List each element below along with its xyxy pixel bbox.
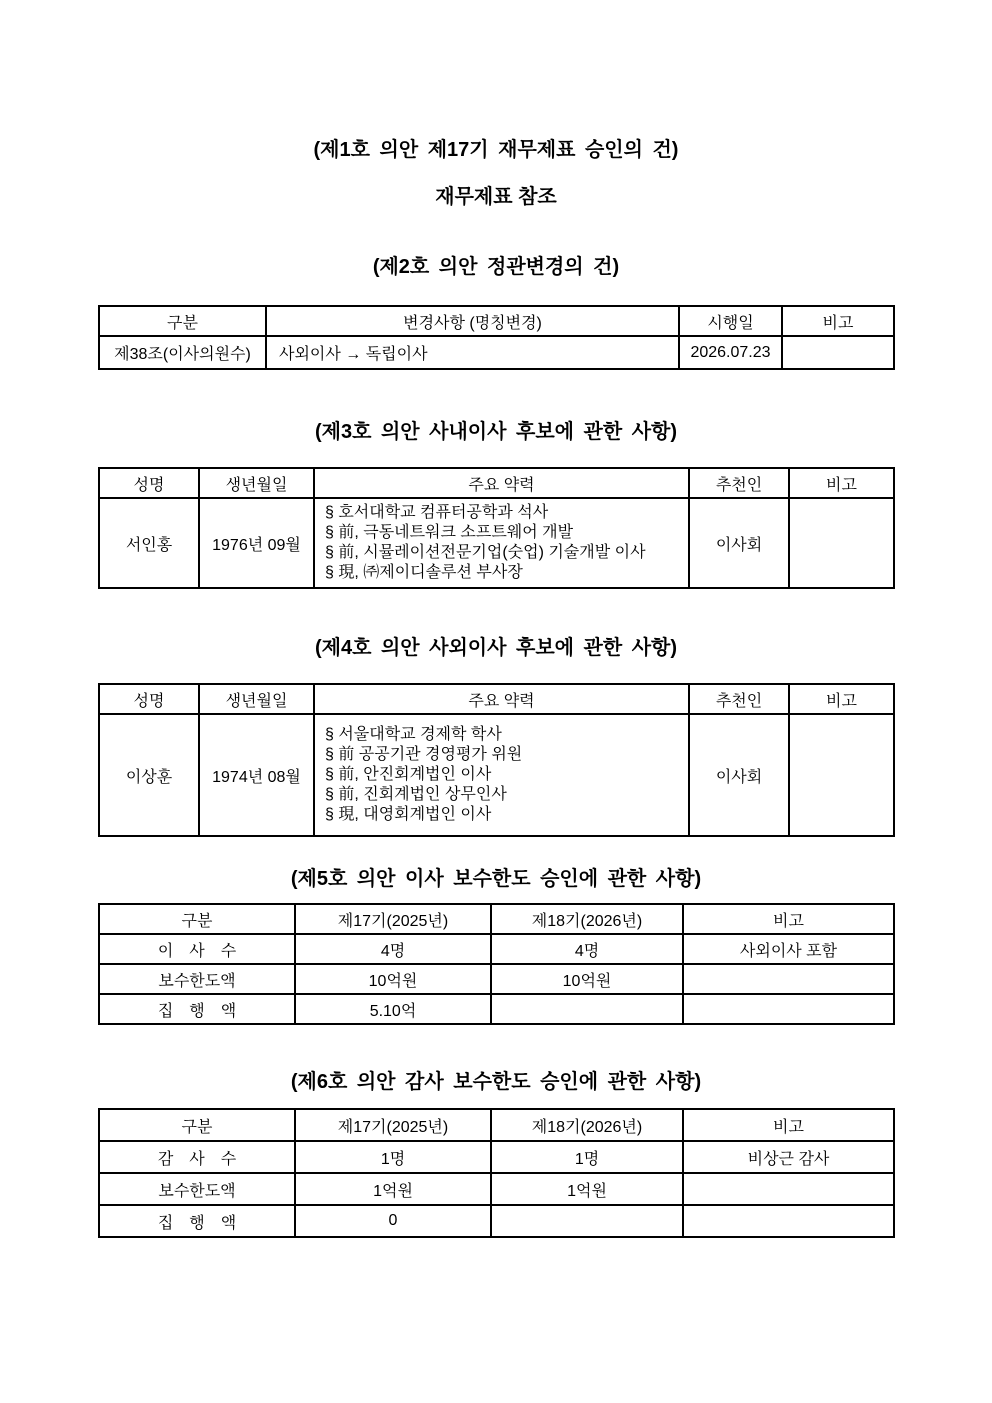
label-cell: 보수한도액: [99, 964, 295, 994]
career-line: § 前, 진회계법인 상무인사: [325, 786, 507, 803]
table-row: [99, 1173, 894, 1205]
header-cell: 구분: [99, 1109, 295, 1141]
agenda2-title: (제2호 의안 정관변경의 건): [372, 256, 620, 278]
table-row: [99, 1141, 894, 1173]
header-cell: 추천인: [689, 684, 789, 714]
note-cell: [789, 714, 894, 836]
label-cell: 감 사 수: [99, 1141, 295, 1173]
header-cell: 구분: [99, 306, 266, 336]
effective-date-cell: 2026.07.23: [679, 336, 782, 369]
header-cell: 제18기(2026년): [491, 1109, 683, 1141]
header-cell: 제17기(2025년): [295, 1109, 491, 1141]
career-line: § 前, 시뮬레이션전문기업(숫업) 기술개발 이사: [325, 544, 646, 561]
agenda2-table: [98, 305, 895, 370]
header-cell: 구분: [99, 904, 295, 934]
agenda1-body: 재무제표 참조: [435, 186, 557, 208]
header-cell: 제18기(2026년): [491, 904, 683, 934]
agenda4-title: (제4호 의안 사외이사 후보에 관한 사항): [314, 637, 678, 659]
header-cell: 비고: [789, 684, 894, 714]
agenda2-data-row: [99, 336, 894, 369]
header-cell: 주요 약력: [314, 684, 689, 714]
table-row: [99, 964, 894, 994]
value-cell: 4명: [295, 934, 491, 964]
header-cell: 제17기(2025년): [295, 904, 491, 934]
note-cell: [683, 1173, 894, 1205]
note-cell: [683, 964, 894, 994]
agenda5-title: (제5호 의안 이사 보수한도 승인에 관한 사항): [290, 868, 702, 890]
table-row: [99, 1205, 894, 1237]
agenda3-title: (제3호 의안 사내이사 후보에 관한 사항): [314, 421, 678, 443]
article-cell: 제38조(이사의원수): [99, 336, 266, 369]
career-line: § 現, ㈜제이디솔루션 부사장: [325, 564, 523, 581]
header-cell: 생년월일: [199, 468, 314, 498]
value-cell: 0: [295, 1205, 491, 1237]
value-cell: 1명: [295, 1141, 491, 1173]
candidate-birth-cell: 1976년 09월: [199, 498, 314, 588]
note-cell: [782, 336, 894, 369]
value-cell: 1억원: [295, 1173, 491, 1205]
header-cell: 주요 약력: [314, 468, 689, 498]
value-cell: 1명: [491, 1141, 683, 1173]
career-line: § 前, 극동네트워크 소프트웨어 개발: [325, 524, 574, 541]
career-line: § 前 공공기관 경영평가 위원: [325, 746, 523, 763]
table-row: [99, 934, 894, 964]
value-cell: [491, 994, 683, 1024]
value-cell: 1억원: [491, 1173, 683, 1205]
header-cell: 성명: [99, 468, 199, 498]
label-cell: 집 행 액: [99, 994, 295, 1024]
label-cell: 보수한도액: [99, 1173, 295, 1205]
agenda3-header-row: [99, 468, 894, 498]
agenda4-table: [98, 683, 895, 837]
value-cell: 10억원: [491, 964, 683, 994]
agenda2-header-row: [99, 306, 894, 336]
agenda5-header-row: [99, 904, 894, 934]
note-cell: 사외이사 포함: [683, 934, 894, 964]
header-cell: 비고: [683, 1109, 894, 1141]
career-line: § 現, 대영회계법인 이사: [325, 806, 492, 823]
agenda6-header-row: [99, 1109, 894, 1141]
value-cell: 4명: [491, 934, 683, 964]
note-cell: [683, 994, 894, 1024]
label-cell: 집 행 액: [99, 1205, 295, 1237]
agenda1-title: (제1호 의안 제17기 재무제표 승인의 건): [313, 139, 679, 161]
header-cell: 생년월일: [199, 684, 314, 714]
career-line: § 前, 안진회계법인 이사: [325, 766, 492, 783]
recommender-cell: 이사회: [689, 714, 789, 836]
candidate-name-cell: 서인홍: [99, 498, 199, 588]
candidate-career-cell: [314, 498, 689, 588]
agenda5-table: [98, 903, 895, 1025]
header-cell: 비고: [782, 306, 894, 336]
header-cell: 비고: [789, 468, 894, 498]
value-cell: 10억원: [295, 964, 491, 994]
agenda4-header-row: [99, 684, 894, 714]
candidate-name-cell: 이상훈: [99, 714, 199, 836]
value-cell: [491, 1205, 683, 1237]
header-cell: 성명: [99, 684, 199, 714]
label-cell: 이 사 수: [99, 934, 295, 964]
note-cell: 비상근 감사: [683, 1141, 894, 1173]
agenda3-table: [98, 467, 895, 589]
agenda3-candidate-row: [99, 498, 894, 588]
header-cell: 변경사항 (명칭변경): [266, 306, 679, 336]
note-cell: [683, 1205, 894, 1237]
recommender-cell: 이사회: [689, 498, 789, 588]
value-cell: 5.10억: [295, 994, 491, 1024]
table-row: [99, 994, 894, 1024]
header-cell: 시행일: [679, 306, 782, 336]
candidate-birth-cell: 1974년 08월: [199, 714, 314, 836]
agenda4-candidate-row: [99, 714, 894, 836]
career-line: § 호서대학교 컴퓨터공학과 석사: [325, 504, 549, 521]
header-cell: 비고: [683, 904, 894, 934]
change-cell: 사외이사 → 독립이사: [266, 336, 679, 369]
note-cell: [789, 498, 894, 588]
header-cell: 추천인: [689, 468, 789, 498]
career-line: § 서울대학교 경제학 학사: [325, 726, 502, 743]
candidate-career-cell: [314, 714, 689, 836]
agenda6-title: (제6호 의안 감사 보수한도 승인에 관한 사항): [290, 1071, 702, 1093]
agenda6-table: [98, 1108, 895, 1238]
